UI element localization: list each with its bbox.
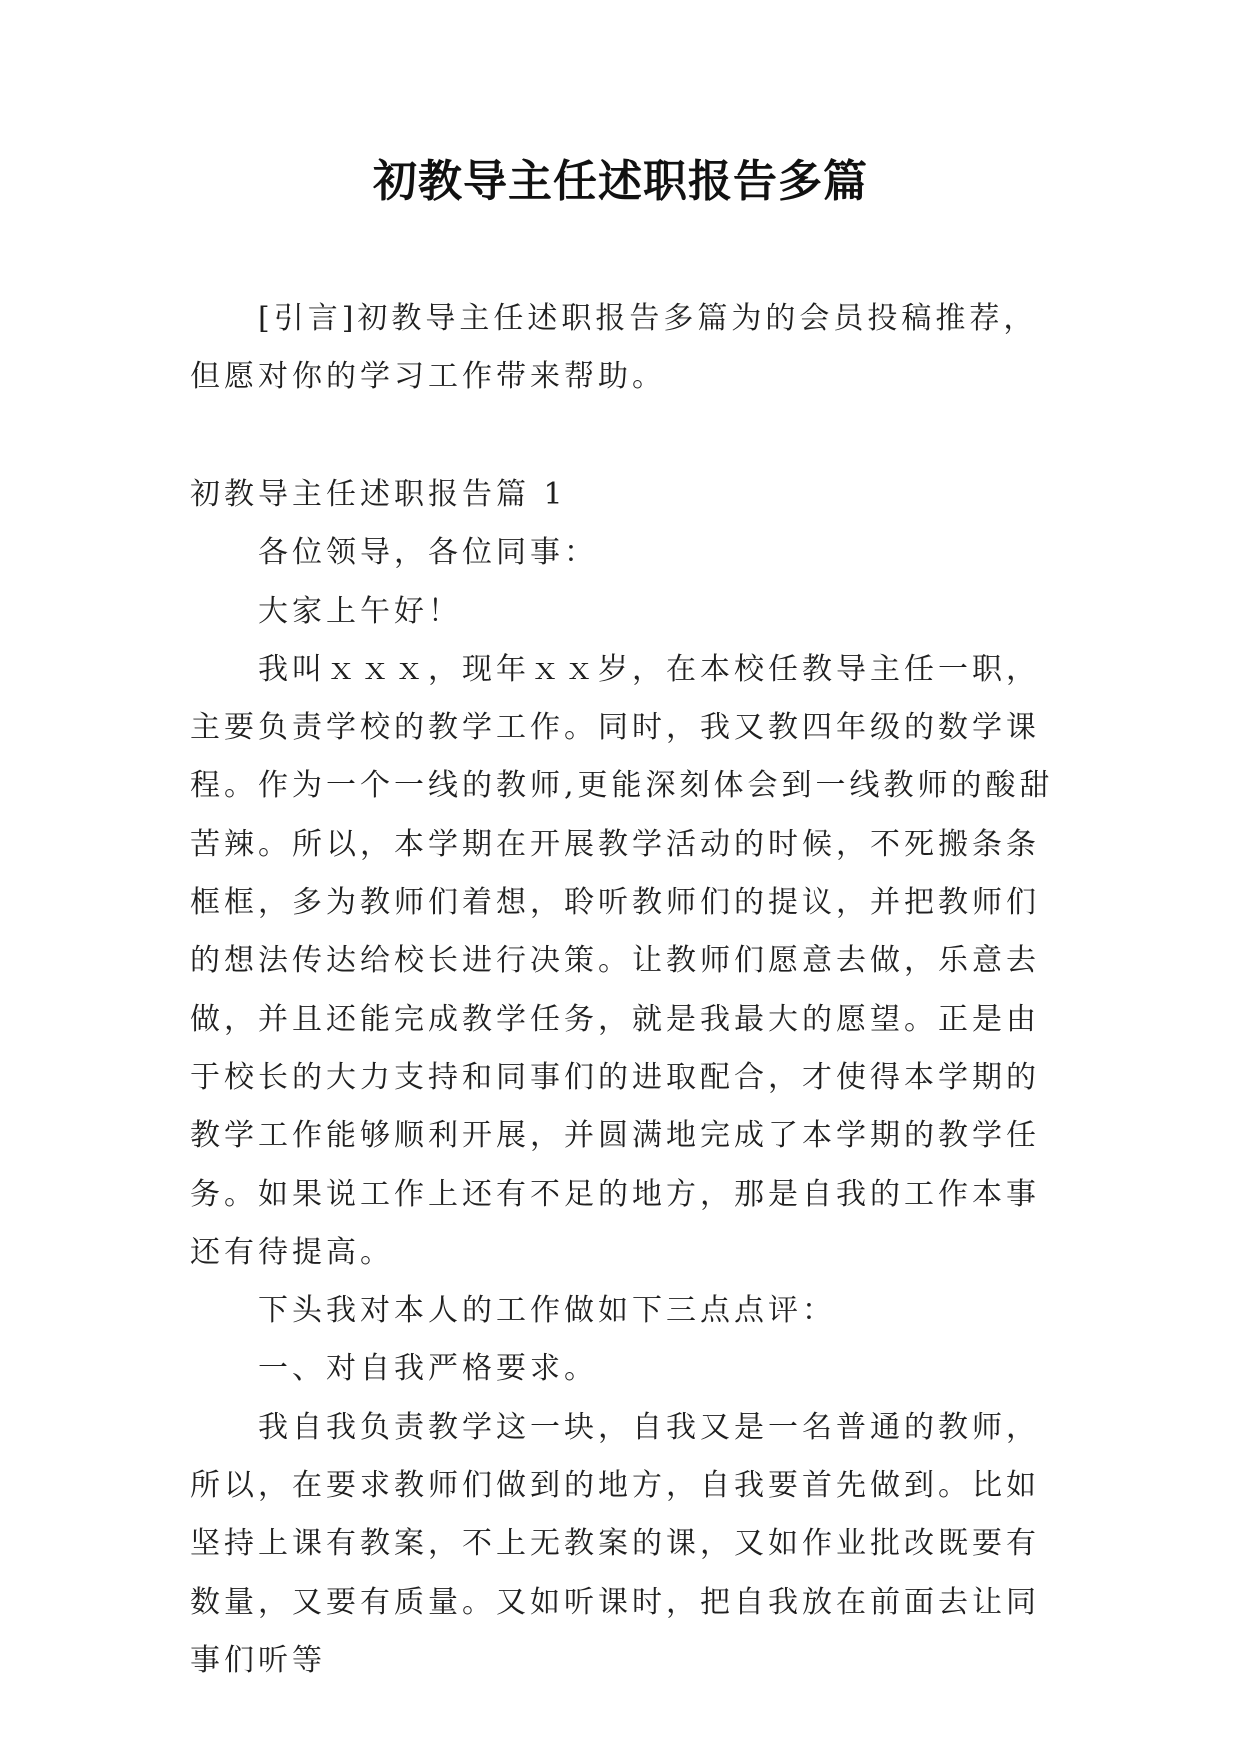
- salutation-paragraph: 大家上午好！: [258, 593, 462, 629]
- body-paragraph: 我叫ｘｘｘ，现年ｘｘ岁，在本校任教导主任一职，主要负责学校的教学工作。同时，我又教四年级的数学课程。作为一个一线的教师,更能深刻体会到一线教师的酸甜苦辣。所以，本学期在开展教学活动的时候，不死搬条条框框，多为教师们着想，聆听教师们的提议，并把教师们的想法传达给校长进行决策。让教师们愿意去做，乐意去做，并且还能完成教学任务，就是我最大的愿望。正是由于校长的大力支持和同事们的进取配合，才使得本学期的教学工作能够顺利开展，并圆满地完成了本学期的教学任务。如果说工作上还有不足的地方，那是自我的工作本事还有待提高。: [190, 651, 1054, 1270]
- intro-block: [190, 290, 1065, 407]
- body-paragraph: 我自我负责教学这一块，自我又是一名普通的教师，所以，在要求教师们做到的地方，自我要首先做到。比如坚持上课有教案，不上无教案的课，又如作业批改既要有数量，又要有质量。又如听课时，把自我放在前面去让同事们听等: [190, 1409, 1040, 1678]
- report-body: [190, 466, 1065, 1690]
- section-heading: 初教导主任述职报告篇 1: [190, 477, 567, 512]
- intro-paragraph: [引言]初教导主任述职报告多篇为的会员投稿推荐，但愿对你的学习工作带来帮助。: [190, 301, 1038, 395]
- greeting-paragraph: 各位领导，各位同事：: [258, 535, 598, 571]
- body-paragraph: 下头我对本人的工作做如下三点点评：: [258, 1293, 836, 1329]
- list-item-heading: 一、对自我严格要求。: [258, 1351, 598, 1387]
- document-title: 初教导主任述职报告多篇: [373, 156, 868, 207]
